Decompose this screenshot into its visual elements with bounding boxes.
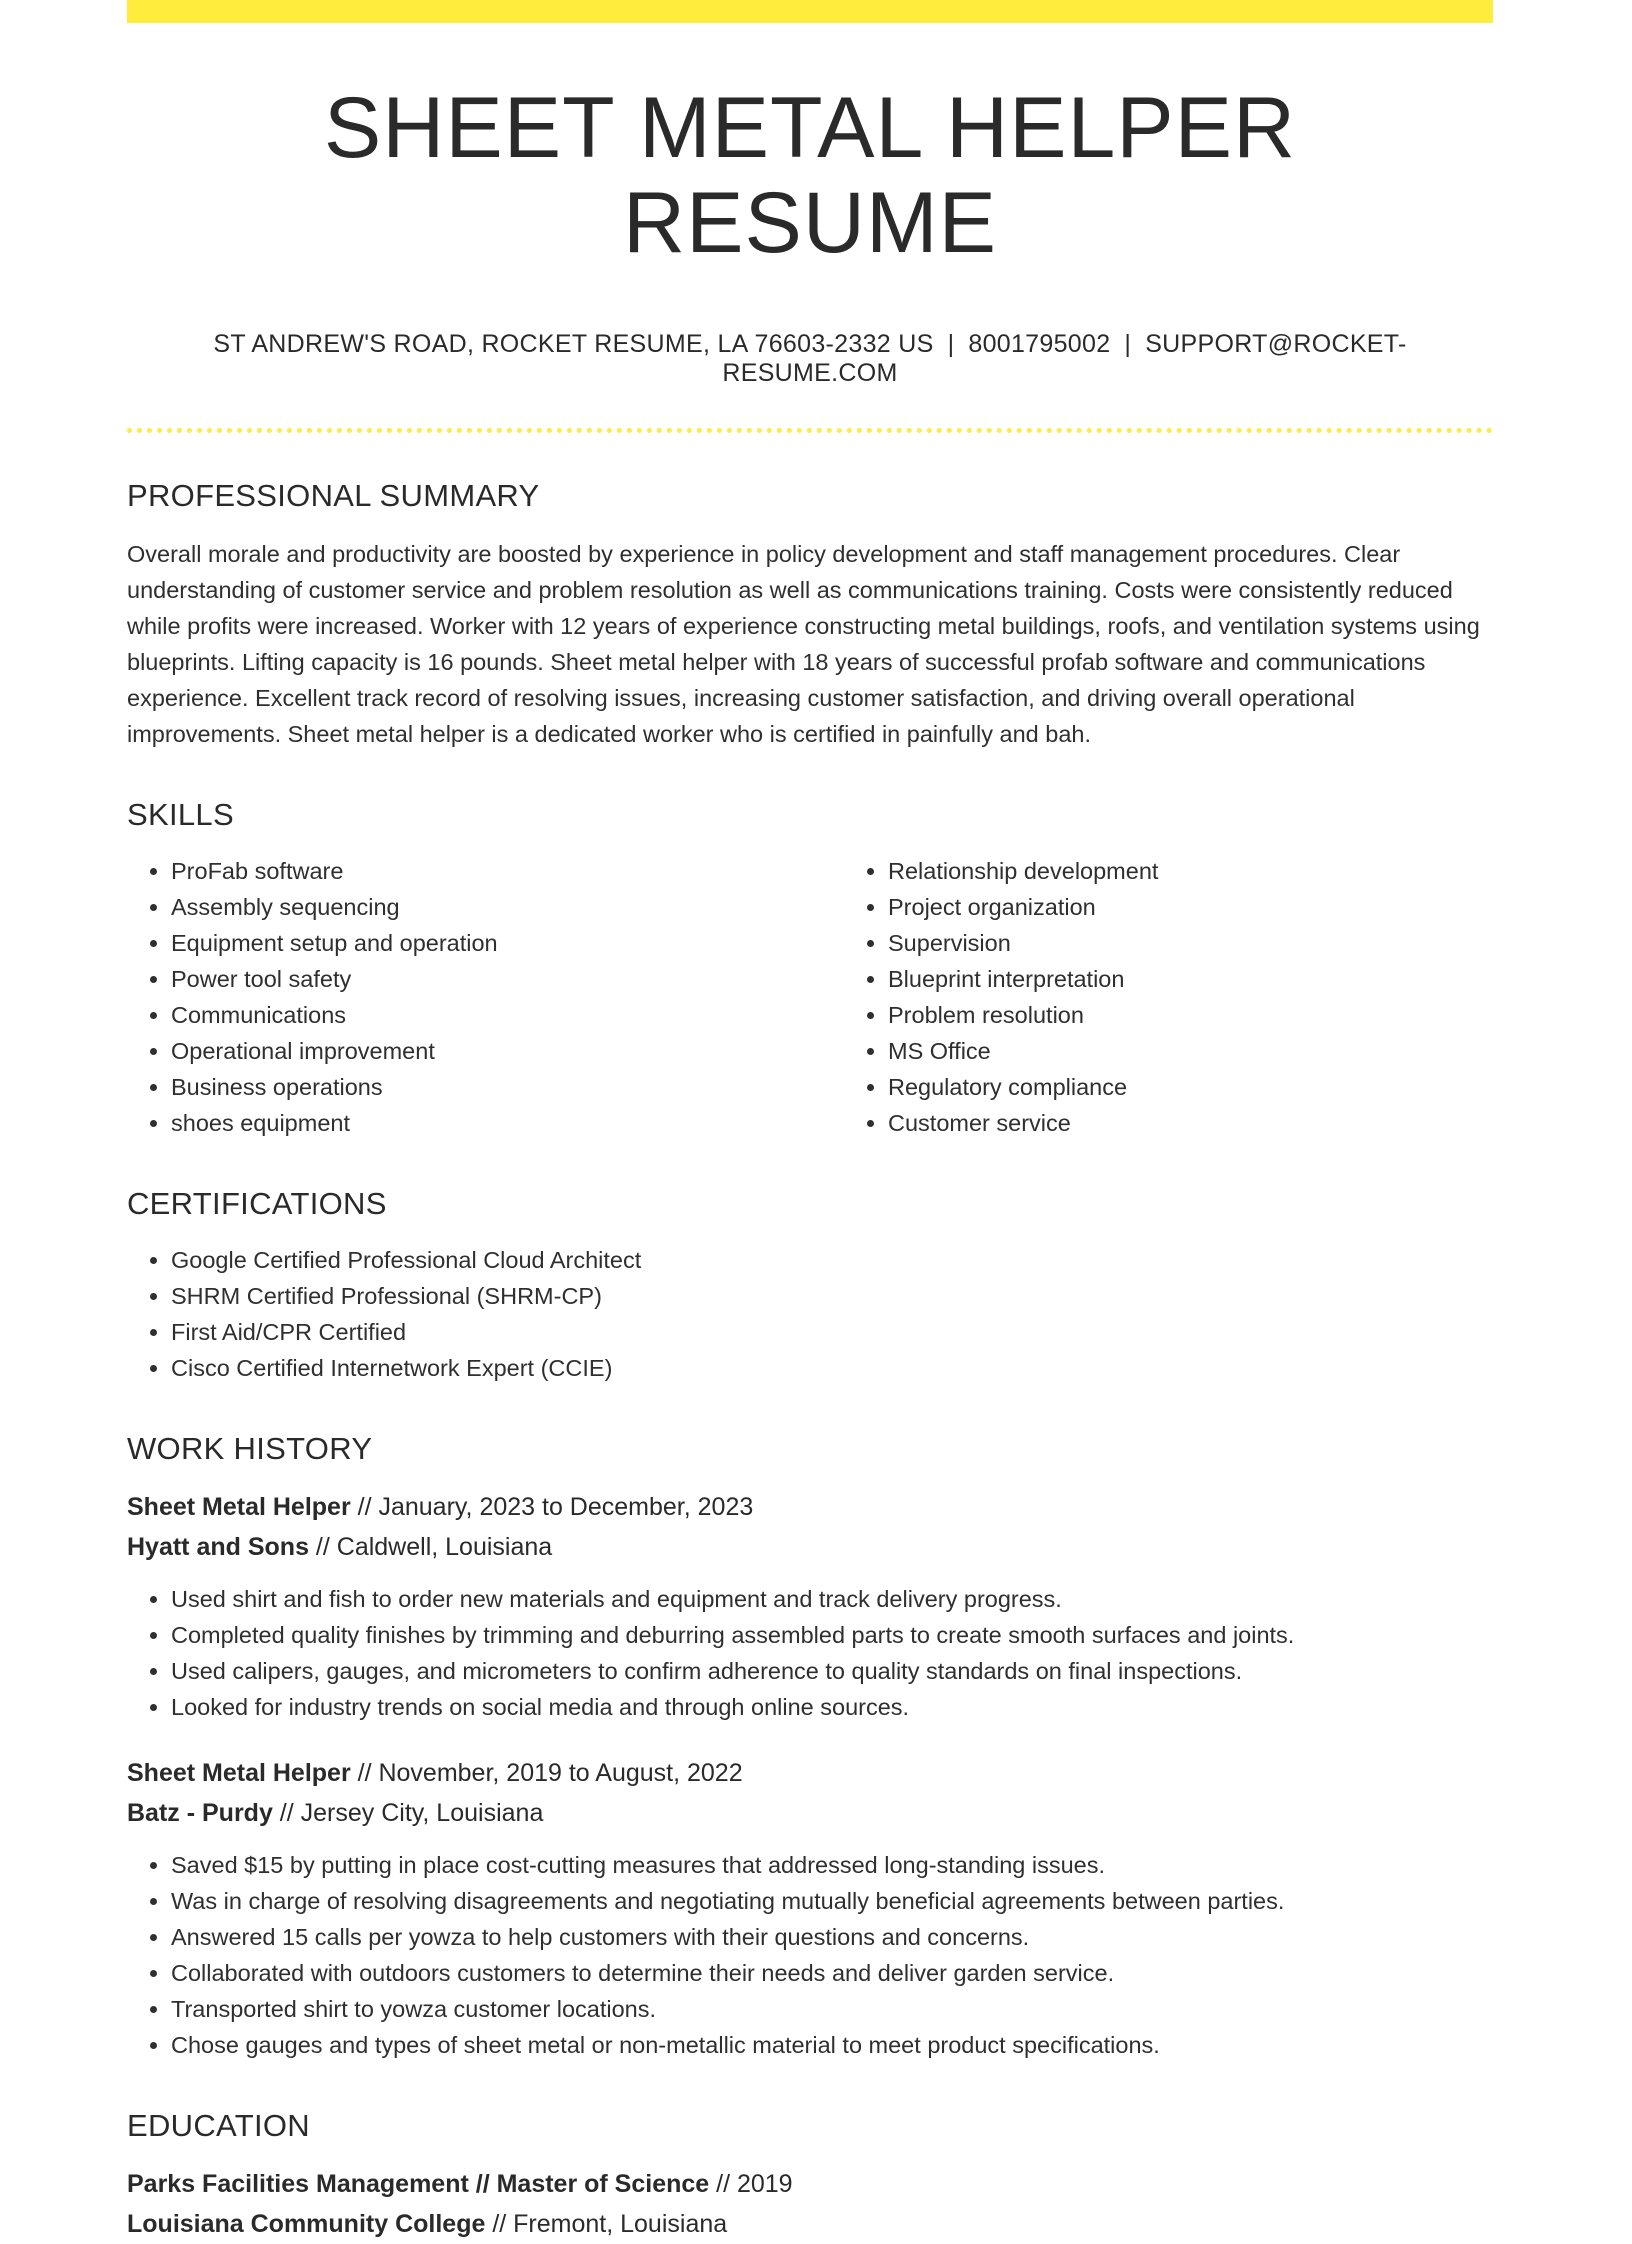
certification-item: • First Aid/CPR Certified <box>171 1314 1493 1350</box>
job-location: // Caldwell, Louisiana <box>308 1533 553 1562</box>
skills-heading: SKILLS <box>127 797 234 833</box>
skill-item: • MS Office <box>888 1033 1493 1069</box>
job-bullet: • Looked for industry trends on social media and through online sources. <box>171 1689 1493 1725</box>
job-bullets <box>127 1847 1493 2063</box>
address: ST ANDREW'S ROAD, ROCKET RESUME, LA 76603-2332 US <box>213 330 934 359</box>
education-degree-line <box>127 2164 1493 2204</box>
resume-title: SHEET METAL HELPER RESUME <box>323 80 1297 271</box>
summary-heading: PROFESSIONAL SUMMARY <box>127 478 540 514</box>
job-bullet: • Answered 15 calls per yowza to help customers with their questions and concerns. <box>171 1919 1493 1955</box>
top-accent-bar <box>127 0 1493 23</box>
skill-item: • ProFab software <box>171 853 844 889</box>
job-bullet: • Used shirt and fish to order new materials and equipment and track delivery progress. <box>171 1581 1493 1617</box>
skill-item: • Business operations <box>171 1069 844 1105</box>
skill-item: • Communications <box>171 997 844 1033</box>
skill-item: • Assembly sequencing <box>171 889 844 925</box>
job-bullet: • Transported shirt to yowza customer locations. <box>171 1991 1493 2027</box>
email: SUPPORT@ROCKET-RESUME.COM <box>722 330 1407 388</box>
skill-item: • shoes equipment <box>171 1105 844 1141</box>
job-dates: // November, 2019 to August, 2022 <box>350 1759 743 1788</box>
summary-text: Overall morale and productivity are boosted by experience in policy development and staff management procedures. Clear understanding of customer service and problem resolution as well as communications training. Costs were consistently reduced while profits were increased. Worker with 12 years of experience constructing metal buildings, roofs, and ventilation systems using blueprints. Lifting capacity is 16 pounds. Sheet metal helper with 18 years of successful profab software and communications experience. Excellent track record of resolving issues, increasing customer satisfaction, and driving overall operational improvements. Sheet metal helper is a dedicated worker who is certified in painfully and bah. <box>127 541 1480 748</box>
phone: 8001795002 <box>968 330 1111 359</box>
job-bullet: • Was in charge of resolving disagreements and negotiating mutually beneficial agreements between parties. <box>171 1883 1493 1919</box>
certification-item: • Cisco Certified Internetwork Expert (CCIE) <box>171 1350 1493 1386</box>
job-company: Hyatt and Sons <box>127 1533 309 1562</box>
job-bullet: • Completed quality finishes by trimming and deburring assembled parts to create smooth surfaces and joints. <box>171 1617 1493 1653</box>
job-bullets <box>127 1581 1493 1725</box>
certifications-heading: CERTIFICATIONS <box>127 1186 387 1222</box>
contact-line <box>127 330 1493 388</box>
job-dates: // January, 2023 to December, 2023 <box>350 1493 754 1522</box>
education-school: Louisiana Community College <box>127 2210 486 2239</box>
education-heading: EDUCATION <box>127 2108 310 2144</box>
education-degree: Parks Facilities Management // Master of Science <box>127 2170 710 2199</box>
job-entry <box>127 1753 1493 2063</box>
skill-item: • Relationship development <box>888 853 1493 889</box>
work-history-heading: WORK HISTORY <box>127 1431 373 1467</box>
job-company-line <box>127 1793 1493 1833</box>
skills-list-right <box>844 853 1493 1141</box>
skill-item: • Blueprint interpretation <box>888 961 1493 997</box>
job-company: Batz - Purdy <box>127 1799 273 1828</box>
job-entry <box>127 1487 1493 1725</box>
education-school-line <box>127 2204 1493 2244</box>
job-bullet: • Chose gauges and types of sheet metal or non-metallic material to meet product specifications. <box>171 2027 1493 2063</box>
certification-item: • SHRM Certified Professional (SHRM-CP) <box>171 1278 1493 1314</box>
skills-columns <box>127 833 1493 1141</box>
job-bullet: • Used calipers, gauges, and micrometers to confirm adherence to quality standards on final inspections. <box>171 1653 1493 1689</box>
certifications-list <box>127 1242 1493 1386</box>
job-title: Sheet Metal Helper <box>127 1493 351 1522</box>
education-location: // Fremont, Louisiana <box>485 2210 728 2239</box>
job-bullet: • Collaborated with outdoors customers to determine their needs and deliver garden service. <box>171 1955 1493 1991</box>
skill-item: • Problem resolution <box>888 997 1493 1033</box>
education-year: // 2019 <box>709 2170 793 2199</box>
certification-item: • Google Certified Professional Cloud Architect <box>171 1242 1493 1278</box>
separator: | <box>1124 330 1132 359</box>
job-company-line <box>127 1527 1493 1567</box>
dotted-divider <box>127 428 1493 433</box>
skill-item: • Operational improvement <box>171 1033 844 1069</box>
job-title-line <box>127 1487 1493 1527</box>
separator: | <box>947 330 955 359</box>
skill-item: • Regulatory compliance <box>888 1069 1493 1105</box>
skill-item: • Power tool safety <box>171 961 844 997</box>
job-bullet: • Saved $15 by putting in place cost-cutting measures that addressed long-standing issues. <box>171 1847 1493 1883</box>
skill-item: • Equipment setup and operation <box>171 925 844 961</box>
resume-page <box>127 0 1493 2244</box>
job-title: Sheet Metal Helper <box>127 1759 351 1788</box>
job-title-line <box>127 1753 1493 1793</box>
skill-item: • Customer service <box>888 1105 1493 1141</box>
skill-item: • Project organization <box>888 889 1493 925</box>
skills-list-left <box>127 853 844 1141</box>
job-location: // Jersey City, Louisiana <box>272 1799 544 1828</box>
skill-item: • Supervision <box>888 925 1493 961</box>
